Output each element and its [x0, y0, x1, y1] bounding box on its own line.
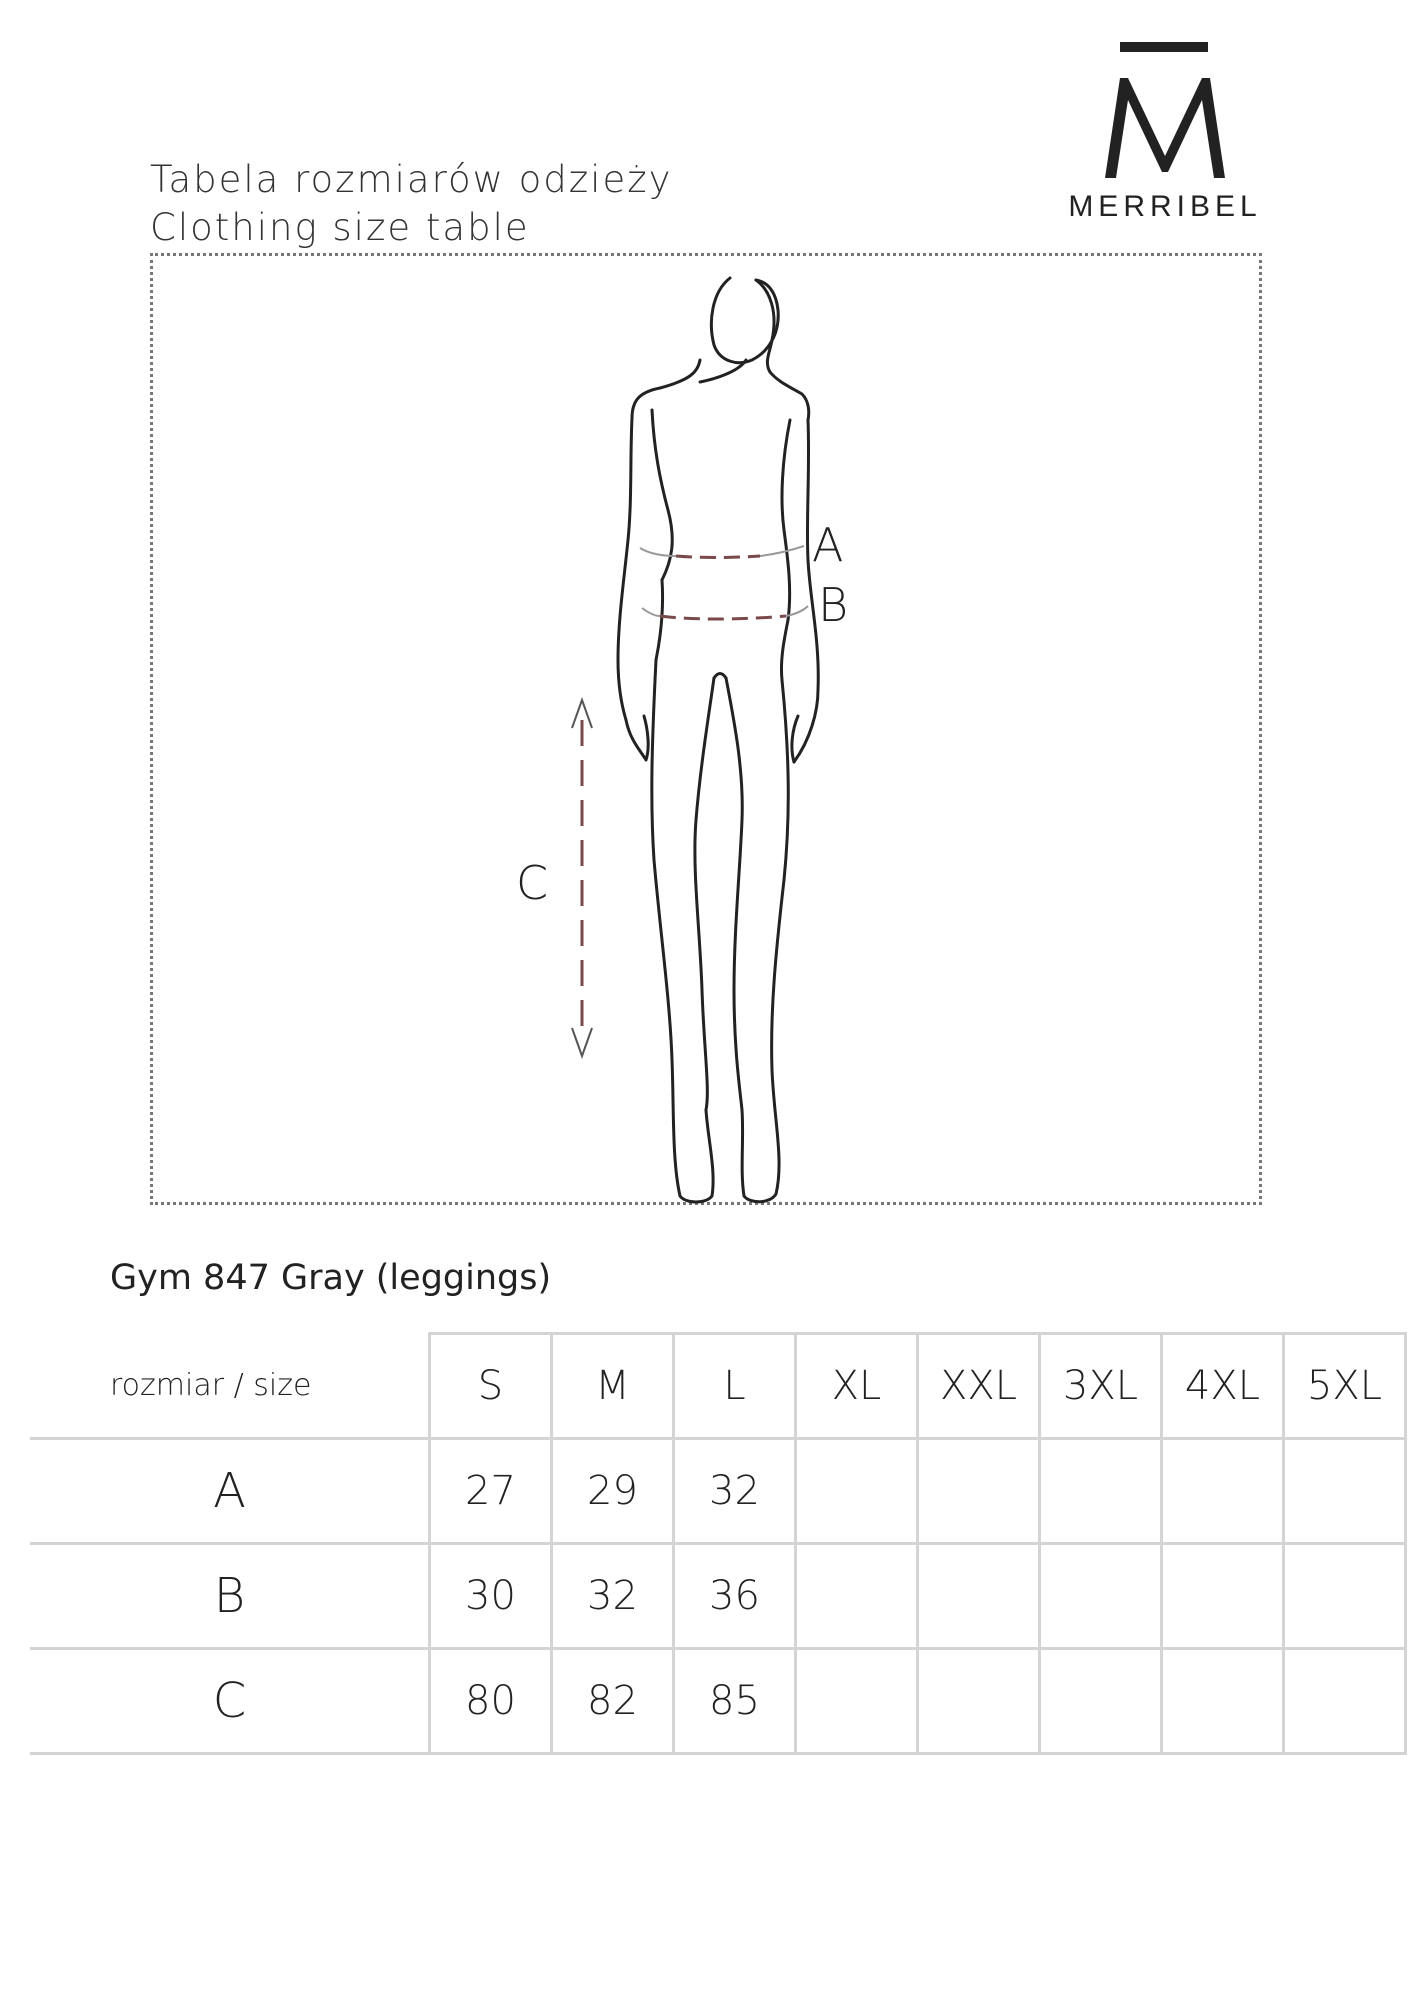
table-row — [30, 1439, 1406, 1544]
logo-wordmark: MERRIBEL — [1068, 190, 1262, 223]
size-column-header: S — [430, 1334, 552, 1439]
row-label: B — [30, 1544, 430, 1649]
table-cell — [918, 1649, 1040, 1754]
size-column-header: XXL — [918, 1334, 1040, 1439]
table-cell — [1040, 1439, 1162, 1544]
product-name: Gym 847 Gray (leggings) — [110, 1258, 552, 1298]
table-cell — [796, 1439, 918, 1544]
table-cell: 29 — [552, 1439, 674, 1544]
size-column-header: 4XL — [1162, 1334, 1284, 1439]
table-cell: 82 — [552, 1649, 674, 1754]
table-cell — [1284, 1544, 1406, 1649]
size-column-header: 3XL — [1040, 1334, 1162, 1439]
size-table — [30, 1332, 1407, 1755]
table-cell: 36 — [674, 1544, 796, 1649]
table-cell: 30 — [430, 1544, 552, 1649]
table-cell — [796, 1544, 918, 1649]
table-cell: 85 — [674, 1649, 796, 1754]
measurement-label-c: C — [516, 856, 549, 910]
page-title-english: Clothing size table — [150, 206, 530, 249]
table-row — [30, 1649, 1406, 1754]
table-cell — [1284, 1649, 1406, 1754]
size-column-header: L — [674, 1334, 796, 1439]
size-column-header: 5XL — [1284, 1334, 1406, 1439]
table-cell — [796, 1649, 918, 1754]
table-cell: 32 — [674, 1439, 796, 1544]
size-header-label: rozmiar / size — [30, 1334, 430, 1439]
table-cell — [1162, 1439, 1284, 1544]
page-title-polish: Tabela rozmiarów odzieży — [150, 158, 673, 201]
table-cell — [1162, 1544, 1284, 1649]
table-cell — [1040, 1649, 1162, 1754]
table-cell — [1162, 1649, 1284, 1754]
row-label: C — [30, 1649, 430, 1754]
table-row — [30, 1544, 1406, 1649]
size-column-header: M — [552, 1334, 674, 1439]
table-cell — [918, 1544, 1040, 1649]
measurement-label-b: B — [818, 578, 849, 632]
table-cell: 80 — [430, 1649, 552, 1754]
table-cell — [1284, 1439, 1406, 1544]
table-cell: 27 — [430, 1439, 552, 1544]
size-column-header: XL — [796, 1334, 918, 1439]
table-cell — [918, 1439, 1040, 1544]
table-cell — [1040, 1544, 1162, 1649]
row-label: A — [30, 1439, 430, 1544]
table-cell: 32 — [552, 1544, 674, 1649]
size-table-header-row — [30, 1334, 1406, 1439]
measurement-label-a: A — [812, 518, 844, 572]
